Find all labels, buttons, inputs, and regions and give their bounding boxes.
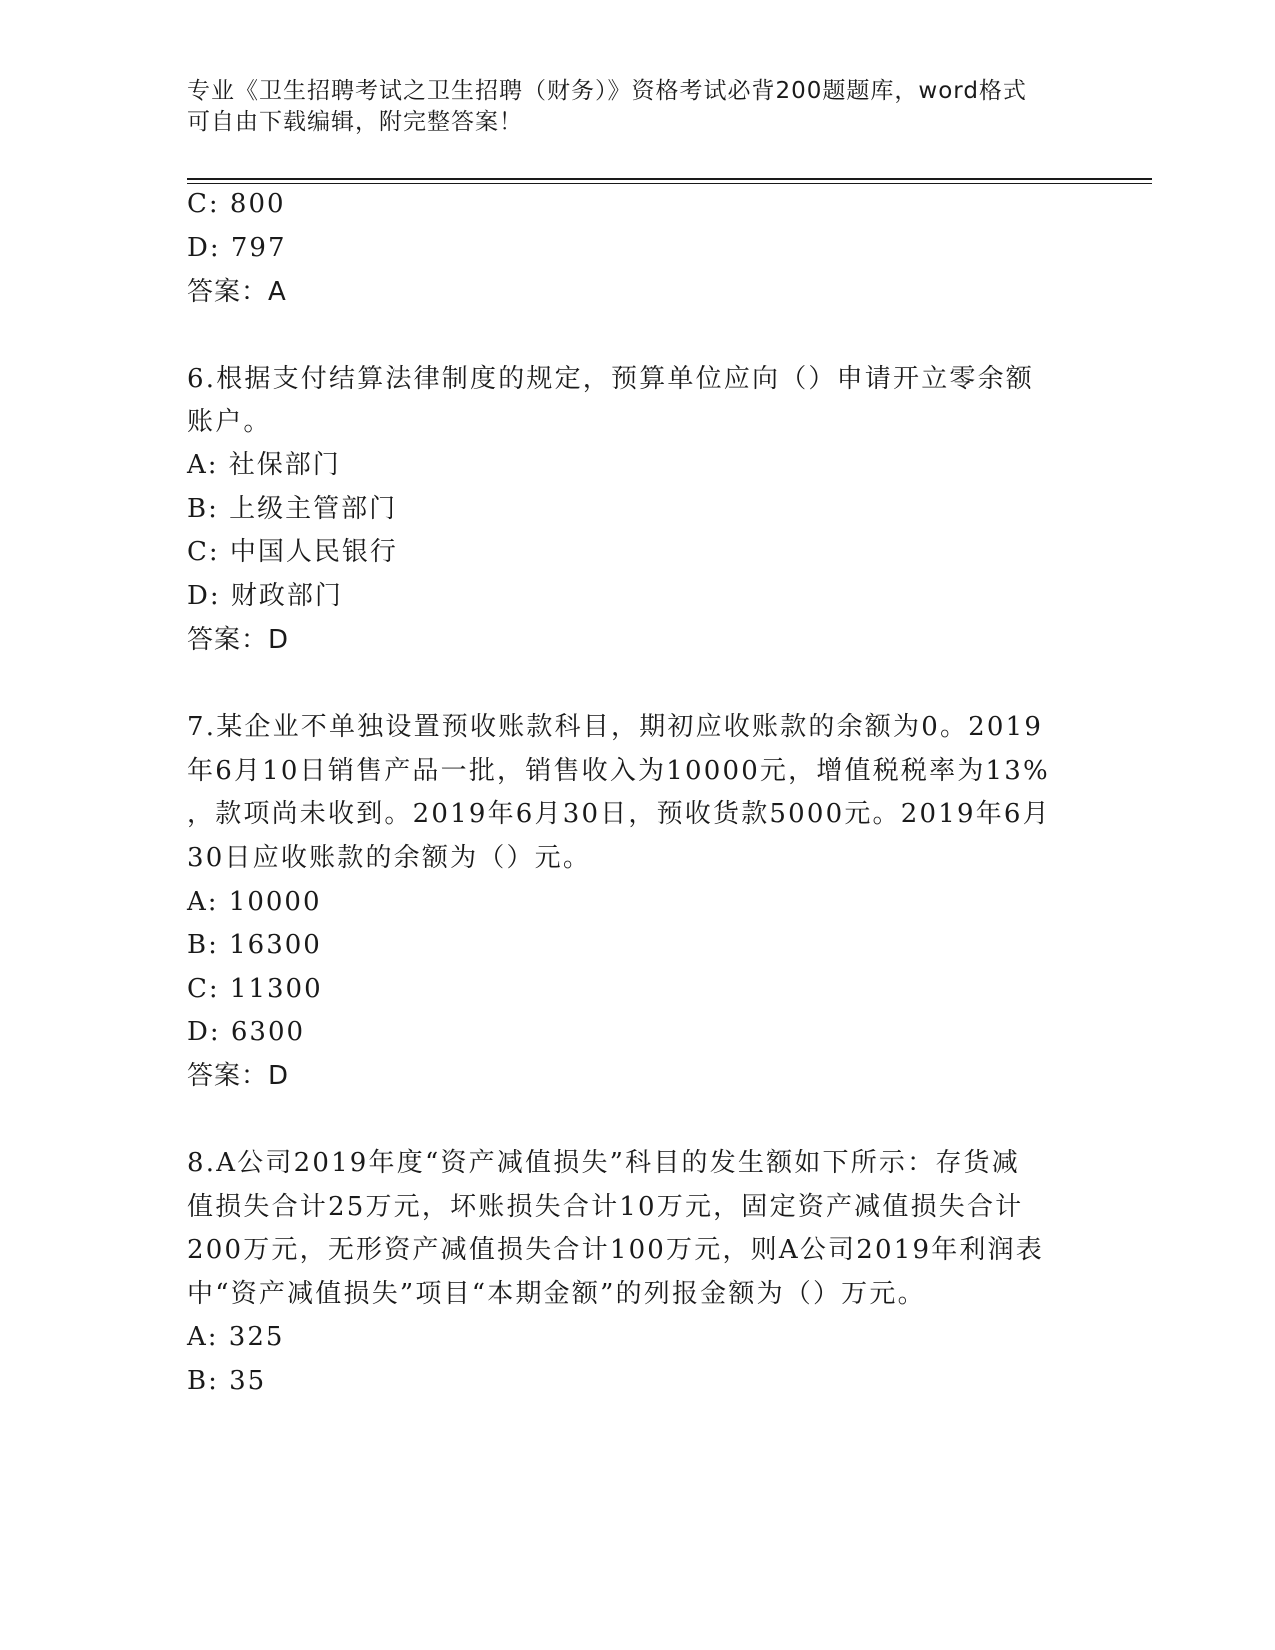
q7-option-c: C: 11300: [187, 974, 323, 1004]
q6-option-a: A: 社保部门: [187, 450, 341, 480]
q8-option-a: A: 325: [187, 1322, 285, 1352]
q7-option-a: A: 10000: [187, 887, 322, 917]
q6-option-d: D: 财政部门: [187, 581, 343, 611]
q5-option-c: C: 800: [187, 189, 286, 219]
q7-stem-line-2: 年6月10日销售产品一批，销售收入为10000元，增值税税率为13%: [187, 756, 1050, 786]
q5-answer: 答案：A: [187, 277, 287, 307]
q8-stem-line-4: 中“资产减值损失”项目“本期金额”的列报金额为（）万元。: [187, 1279, 926, 1309]
q5-option-d: D: 797: [187, 233, 287, 263]
q7-option-b: B: 16300: [187, 930, 322, 960]
header-divider-thin: [187, 183, 1152, 184]
q7-answer: 答案：D: [187, 1061, 290, 1091]
header-title-line-1: 专业《卫生招聘考试之卫生招聘（财务）》资格考试必背200题题库，word格式: [187, 78, 1027, 104]
q7-option-d: D: 6300: [187, 1017, 306, 1047]
q7-stem-line-3: ，款项尚未收到。2019年6月30日，预收货款5000元。2019年6月: [187, 799, 1051, 829]
q8-stem-line-3: 200万元，无形资产减值损失合计100万元，则A公司2019年利润表: [187, 1235, 1044, 1265]
q6-option-c: C: 中国人民银行: [187, 537, 398, 567]
q6-stem-line-2: 账户。: [187, 407, 272, 437]
q7-stem-line-1: 7.某企业不单独设置预收账款科目，期初应收账款的余额为0。2019: [187, 712, 1044, 742]
q6-option-b: B: 上级主管部门: [187, 494, 398, 524]
q6-stem-line-1: 6.根据支付结算法律制度的规定，预算单位应向（）申请开立零余额: [187, 364, 1035, 394]
q7-stem-line-4: 30日应收账款的余额为（）元。: [187, 843, 592, 873]
document-header: [187, 76, 1067, 138]
header-title-line-2: 可自由下载编辑，附完整答案！: [187, 109, 523, 135]
q6-answer: 答案：D: [187, 625, 290, 655]
q8-option-b: B: 35: [187, 1366, 267, 1396]
q8-stem-line-2: 值损失合计25万元，坏账损失合计10万元，固定资产减值损失合计: [187, 1192, 1024, 1222]
header-divider-thick: [187, 178, 1152, 180]
q8-stem-line-1: 8.A公司2019年度“资产减值损失”科目的发生额如下所示：存货减: [187, 1148, 1020, 1178]
